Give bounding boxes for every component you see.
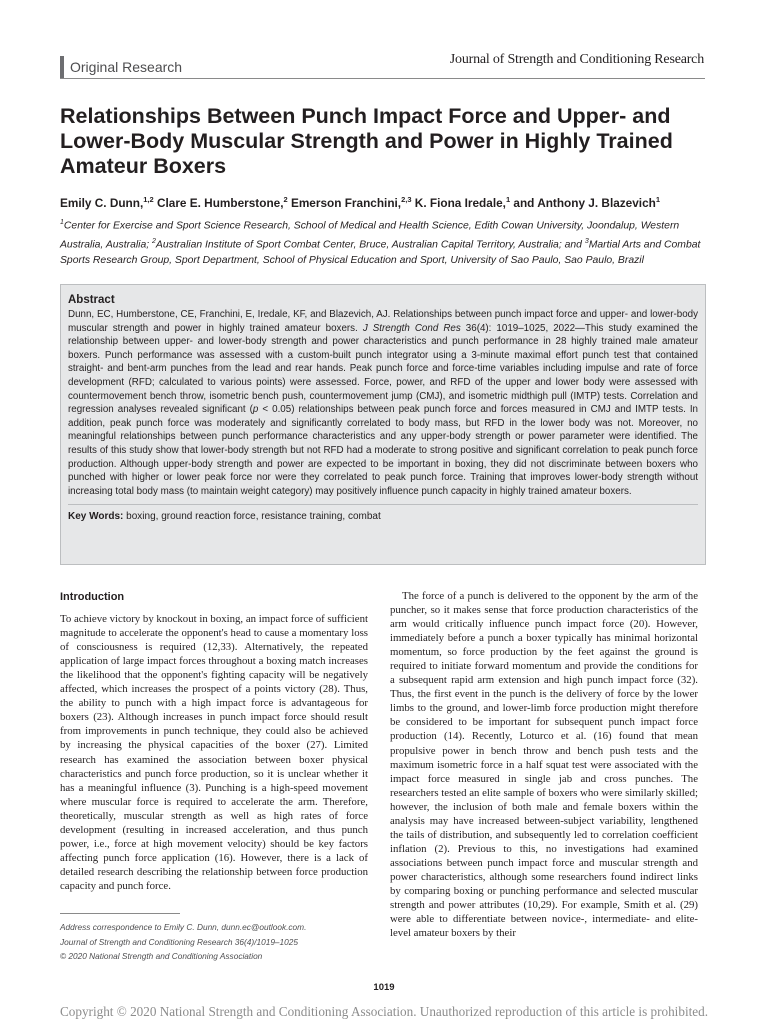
- affiliations: [60, 215, 708, 268]
- abstract-heading: Abstract: [68, 294, 115, 306]
- body-paragraph: To achieve victory by knockout in boxing, an impact force of sufficient magnitude to accelerate the opponent's head to cause a momentary loss of consciousness is required (12,33). Alternatively, the repeated application of large impact forces throughout a boxing match increases the likelihood that the opponent's fighting capacity will be negatively affected, which increases the prospect of a points victory (28). Thus, the ability to punch with a high impact force is advantageous for boxers (23). Although increases in punch impact force should result from improvements in punch technique, they could also be achieved by increasing the physical capacities of the boxer (27). Limited research has examined the association between boxer physical characteristics and punch force production, so it is unclear whether it has a meaningful influence (3). Punching is a high-speed movement where muscular force is required to accelerate the arm. Therefore, theoretically, muscular strength as well as high rates of force development (resulting in increased acceleration, and thus punch power, i.e., force at high movement velocity) should be key factors affecting punch force application (16). However, there is a lack of detailed research describing the relationship between force production capacity and punch force.: [60, 613, 368, 892]
- author-name: Clare E. Humberstone,: [153, 195, 284, 210]
- section-label: Original Research: [60, 56, 182, 78]
- keywords-list: boxing, ground reaction force, resistance training, combat: [123, 511, 381, 523]
- footnote-divider: [60, 913, 180, 914]
- header-divider: [60, 78, 705, 79]
- section-heading-introduction: Introduction: [60, 591, 125, 603]
- abstract-citation-volume: 36(4): 1019–1025, 2022—: [460, 322, 585, 334]
- author-affiliation-mark: 1,2: [143, 195, 154, 204]
- affiliation-text: Australian Institute of Sport Combat Center, Bruce, Australian Capital Territory, Australia; and: [155, 239, 585, 251]
- abstract-citation: Dunn, EC, Humberstone, CE, Franchini, E, Iredale, KF, and Blazevich, AJ. Relationships between punch impact force and upper- and lower-body muscular strength and power in highly trained amateur boxers.: [68, 309, 698, 334]
- author-name: Emerson Franchini,: [287, 195, 402, 210]
- footer-copyright-notice: Copyright © 2020 National Strength and Conditioning Association. Unauthorized reproduction of this article is prohibited.: [59, 1004, 709, 1019]
- abstract-body: This study examined the relationship between upper- and lower-body strength and power characteristics and punch performance in 28 highly trained male amateur boxers. Punch performance was assessed with a custom-built punch integrator using a 3-minute maximal effort punch test that contained straight- and bent-arm punches from the lead and rear hands. Peak punch force and force-time variables including impulse and rate of force development (RFD; calculated to various points) were assessed. Force, power, and RFD of the upper and lower body were assessed with countermovement bench throw, isometric bench push, countermovement jump (CMJ), and isometric midthigh pull (IMTP) tests. Correlation and regression analyses revealed significant (: [68, 322, 699, 416]
- page-number: 1019: [373, 982, 395, 993]
- affiliation-mark: 1: [60, 219, 64, 226]
- body-column-left: [60, 590, 368, 893]
- body-column-right: [390, 589, 698, 940]
- footnote-copyright: © 2020 National Strength and Conditioning Association: [60, 951, 263, 961]
- abstract-body: ) relationships between peak punch force and forces measured in CMJ and IMTP tests. In addition, peak punch force was moderately and significantly correlated to body mass, but RFD in the lower body was not. Moreover, no meaningful relationships between punch performance characteristics and any upper-body strength or power parameter were identified. The results of this study show that lower-body strength but not RFD had a moderate to strong positive and significant correlation to peak punch force production. Although upper-body strength and power are expected to be important in boxing, they did not discriminate between boxers who punched with higher or lower peak force nor were they correlated to peak punch force. Training that improves lower-body strength without increasing total body mass (to maintain weight category) may positively influence punch capacity in highly trained amateur boxers.: [68, 404, 699, 497]
- footnote-correspondence: Address correspondence to Emily C. Dunn, dunn.ec@outlook.com.: [60, 922, 307, 932]
- author-name: and Anthony J. Blazevich: [510, 195, 656, 210]
- journal-logo: Journal of Strength and Conditioning Research: [449, 52, 704, 67]
- author-list: [60, 191, 720, 212]
- abstract-citation-journal: J Strength Cond Res: [362, 322, 461, 334]
- body-paragraph: The force of a punch is delivered to the opponent by the arm of the puncher, so it makes sense that force production characteristics of the arm would critically influence punch impact force (20). However, immediately before a punch a boxer typically has minimal horizontal momentum, so force production by the feet against the ground is required to initiate forward momentum and provide the conditions for a subsequent rapid arm extension and high punch impact force (32). Thus, the first event in the punch is the delivery of force by the lower limbs to the ground, and lower-limb force production might therefore be considered to be important for subsequent punch impact force production (14). Recently, Loturco et al. (16) found that mean propulsive power in bench throw and bench push tests and the maximum isometric force in a half squat test were associated with the impact force measured in single jab and cross punches. The researchers tested an elite sample of boxers who were similarly skilled; however, the inclusion of both male and female boxers within the analysis may have increased between-subject variability, lengthened the tails of distribution, and subsequently led to correlation coefficient inflation (2). Previous to this, no investigations had examined associations between punch impact force and muscular strength and power characteristics, although some researchers found indirect links by comparing boxing or punching performance and selected muscular strength and power attributes (10,29). For example, Smith et al. (29) were able to differentiate between novice-, intermediate- and elite-level amateur boxers by their: [390, 590, 698, 940]
- abstract-p-symbol: p: [252, 404, 259, 416]
- keywords: [68, 510, 698, 524]
- abstract-p-value: < 0.05: [258, 404, 292, 416]
- author-affiliation-mark: 2: [283, 195, 288, 204]
- author-affiliation-mark: 1: [505, 195, 511, 204]
- abstract-box: [60, 284, 706, 565]
- affiliation-text: Martial Arts and Combat Sports Research Group, Sport Department, School of Physical Education and Sport, University of Sao Paulo, Sao Paulo, Brazil: [60, 239, 701, 266]
- abstract-text: [68, 308, 698, 498]
- keywords-divider: [68, 504, 698, 505]
- keywords-label: Key Words:: [68, 511, 124, 523]
- affiliation-mark: 3: [584, 237, 589, 245]
- author-name: Emily C. Dunn,: [60, 195, 144, 210]
- article-title: Relationships Between Punch Impact Force and Upper- and Lower-Body Muscular Strength and Power in Highly Trained Amateur Boxers: [60, 104, 673, 178]
- author-affiliation-mark: 2,3: [401, 195, 412, 204]
- affiliation-mark: 2: [152, 237, 156, 245]
- affiliation-text: Center for Exercise and Sport Science Research, School of Medical and Health Science, Edith Cowan University, Joondalup, Western Australia, Australia;: [60, 220, 680, 251]
- footnote-citation: Journal of Strength and Conditioning Research 36(4)/1019–1025: [60, 937, 299, 947]
- author-affiliation-mark: 1: [655, 195, 661, 204]
- author-name: K. Fiona Iredale,: [411, 195, 506, 210]
